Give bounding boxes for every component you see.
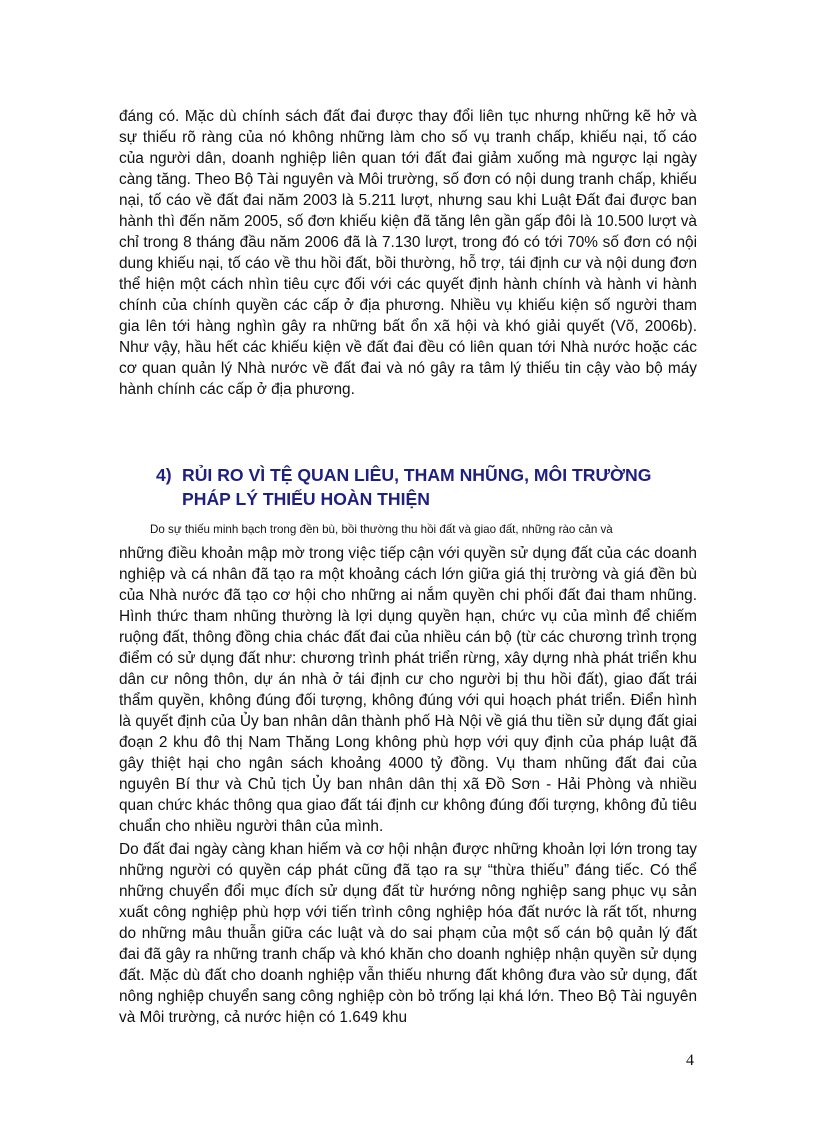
section-title-line-1: RỦI RO VÌ TỆ QUAN LIÊU, THAM NHŨNG, MÔI TRƯỜNG [182,465,652,485]
lead-line: Do sự thiếu minh bạch trong đền bù, bồi thường thu hồi đất và giao đất, những rào cản và [150,523,613,536]
page-number: 4 [686,1052,694,1069]
body-paragraph-2: những điều khoản mập mờ trong việc tiếp cận với quyền sử dụng đất của các doanh nghiệp và cá nhân đã tạo ra một khoảng cách lớn giữa giá thị trường và giá đền bù của Nhà nước đã tạo cơ hội cho những ai nắm quyền chi phối đất đai tham nhũng. Hình thức tham nhũng thường là lợi dụng quyền hạn, chức vụ của mình để chiếm ruộng đất, thông đồng chia chác đất đai của nhiều cán bộ (từ các chương trình trọng điểm có sử dụng đất như: chương trình phát triển rừng, xây dựng nhà phát triển khu dân cư nông thôn, dự án nhà ở tái định cư cho người bị thu hồi đất), giao đất trái thẩm quyền, không đúng đối tượng, không đúng với qui hoạch phát triển. Điển hình là quyết định của Ủy ban nhân dân thành phố Hà Nội về giá thu tiền sử dụng đất giai đoạn 2 khu đô thị Nam Thăng Long không phù hợp với quy định của pháp luật đã gây thiệt hại cho ngân sách khoảng 4000 tỷ đồng. Vụ tham nhũng đất đai của nguyên Bí thư và Chủ tịch Ủy ban nhân dân thị xã Đồ Sơn - Hải Phòng và nhiều quan chức khác thông qua giao đất tái định cư không đúng đối tượng, không đủ tiêu chuẩn cho nhiều người thân của mình. [119,545,697,835]
body-paragraph-1: đáng có. Mặc dù chính sách đất đai được thay đổi liên tục nhưng những kẽ hở và sự thiếu rõ ràng của nó không những làm cho số vụ tranh chấp, khiếu nại, tố cáo của người dân, doanh nghiệp liên quan tới đất đai giảm xuống mà ngược lại ngày càng tăng. Theo Bộ Tài nguyên và Môi trường, số đơn có nội dung tranh chấp, khiếu nại, tố cáo về đất đai năm 2003 là 5.211 lượt, nhưng sau khi Luật Đất đai được ban hành thì đến năm 2005, số đơn khiếu kiện đã tăng lên gần gấp đôi là 10.500 lượt và chỉ trong 8 tháng đầu năm 2006 đã là 7.130 lượt, trong đó có tới 70% số đơn có nội dung khiếu nại, tố cáo về thu hồi đất, bồi thường, hỗ trợ, tái định cư và nội dung đơn thể hiện một cách nhìn tiêu cực đối với các quyết định hành chính và hành vi hành chính của chính quyền các cấp ở địa phương. Nhiều vụ khiếu kiện số người tham gia lên tới hàng nghìn gây ra những bất ổn xã hội và khó giải quyết (Võ, 2006b). Như vậy, hầu hết các khiếu kiện về đất đai đều có liên quan tới Nhà nước hoặc các cơ quan quản lý Nhà nước về đất đai và nó gây ra tâm lý thiếu tin cậy vào bộ máy hành chính các cấp ở địa phương. [119,108,697,398]
section-title-line-2: PHÁP LÝ THIẾU HOÀN THIỆN [182,489,430,509]
body-paragraph-3: Do đất đai ngày càng khan hiếm và cơ hội nhận được những khoản lợi lớn trong tay những người có quyền cáp phát cũng đã tạo ra sự “thừa thiếu” đáng tiếc. Có thể những chuyển đổi mục đích sử dụng đất từ hướng nông nghiệp sang phục vụ sản xuất công nghiệp phù hợp với tiến trình công nghiệp hóa đất nước là rất tốt, nhưng do những mâu thuẫn giữa các luật và do sai phạm của một số cán bộ quản lý đất đai đã gây ra những tranh chấp và khó khăn cho doanh nghiệp nhận quyền sử dụng đất. Mặc dù đất cho doanh nghiệp vẫn thiếu nhưng đất không đưa vào sử dụng, đất nông nghiệp chuyển sang công nghiệp còn bỏ trống lại khá lớn. Theo Bộ Tài nguyên và Môi trường, cả nước hiện có 1.649 khu [119,841,697,1026]
section-heading [156,463,716,511]
section-number: 4) [156,465,172,485]
